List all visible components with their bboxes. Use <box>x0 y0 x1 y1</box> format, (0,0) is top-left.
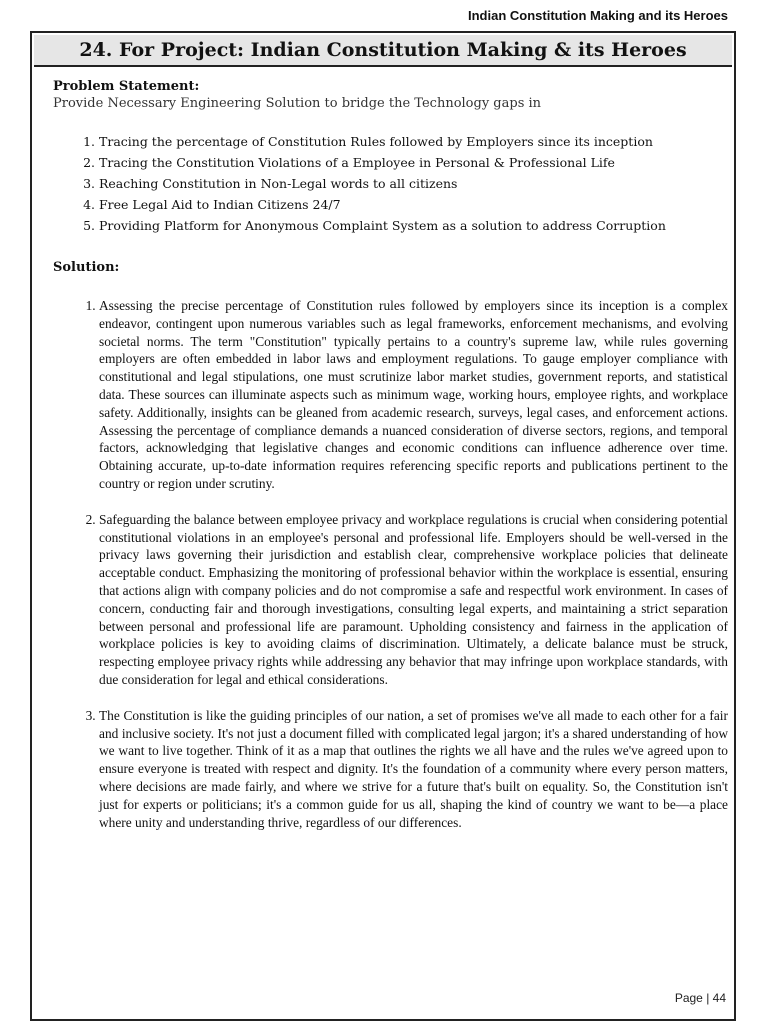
problem-item: 4. Free Legal Aid to Indian Citizens 24/7 <box>99 194 728 215</box>
solution-label: Solution: <box>53 260 120 275</box>
problem-statement-label: Problem Statement: <box>53 79 200 94</box>
problem-item: 3. Reaching Constitution in Non-Legal words to all citizens <box>99 173 728 194</box>
running-header: Indian Constitution Making and its Heroes <box>467 8 728 23</box>
solution-paragraph: 2. Safeguarding the balance between employee privacy and workplace regulations is crucial when considering potential constitutional violations in an employee's personal and professional life. Employers should be well-versed in the privacy laws governing their jurisdiction and establish clear, comprehensive workplace policies that delineate acceptable conduct. Emphasizing the monitoring of professional behavior within the workplace is essential, ensuring that actions align with company policies and do not compromise a safe and respectful work environment. In cases of concern, conducting fair and thorough investigations, consulting legal experts, and maintaining a strict separation between personal and professional life are paramount. Upholding consistency and fairness in the application of workplace policies is key to avoiding claims of discrimination. Ultimately, a delicate balance must be struck, respecting employee privacy rights while addressing any behavior that may infringe upon workplace standards, with due consideration for legal and ethical considerations. <box>99 511 728 689</box>
problem-item: 1. Tracing the percentage of Constitution Rules followed by Employers since its inception <box>99 131 728 152</box>
main-content <box>53 79 728 831</box>
solution-paragraph: 1. Assessing the precise percentage of Constitution rules followed by employers since its inception is a complex endeavor, contingent upon numerous variables such as legal frameworks, enforcement mechanisms, and evolving societal norms. The term "Constitution" typically pertains to a country's supreme law, while rules governing employers are often embedded in labor laws and employment regulations. To gauge employer compliance with constitutional and legal stipulations, one must scrutinize labor market studies, government reports, and statistical data. These sources can illuminate aspects such as minimum wage, working hours, employee rights, and workplace safety. Additionally, insights can be gleaned from academic research, surveys, legal cases, and enforcement actions. Assessing the percentage of compliance demands a nuanced consideration of diverse sectors, regions, and temporal factors, acknowledging that legislative changes and economic conditions can influence adherence over time. Obtaining accurate, up-to-date information requires referencing specific reports and publications pertinent to the country or region under scrutiny. <box>99 297 728 493</box>
problem-item: 2. Tracing the Constitution Violations of a Employee in Personal & Professional Life <box>99 152 728 173</box>
solution-paragraph: 3. The Constitution is like the guiding principles of our nation, a set of promises we've all made to each other for a fair and inclusive society. It's not just a document filled with complicated legal jargon; it's a shared understanding of how we want to live together. Think of it as a map that outlines the rights we all have and the rules we've agreed upon to ensure everyone is treated with respect and dignity. It's the foundation of a community where every person matters, where decisions are made fairly, and where we strive for a future that's built on equality. So, the Constitution isn't just for experts or politicians; it's a common guide for us all, shaping the kind of country we want to be—a place where unity and understanding thrive, regardless of our differences. <box>99 707 728 832</box>
page-title: 24. For Project: Indian Constitution Making & its Heroes <box>34 35 732 67</box>
page-number: Page | 44 <box>674 991 726 1005</box>
problem-item: 5. Providing Platform for Anonymous Complaint System as a solution to address Corruption <box>99 215 728 236</box>
problem-list <box>53 131 728 236</box>
page-frame <box>30 31 736 1021</box>
problem-statement-intro: Provide Necessary Engineering Solution to bridge the Technology gaps in <box>53 96 542 111</box>
solution-list <box>53 297 728 831</box>
